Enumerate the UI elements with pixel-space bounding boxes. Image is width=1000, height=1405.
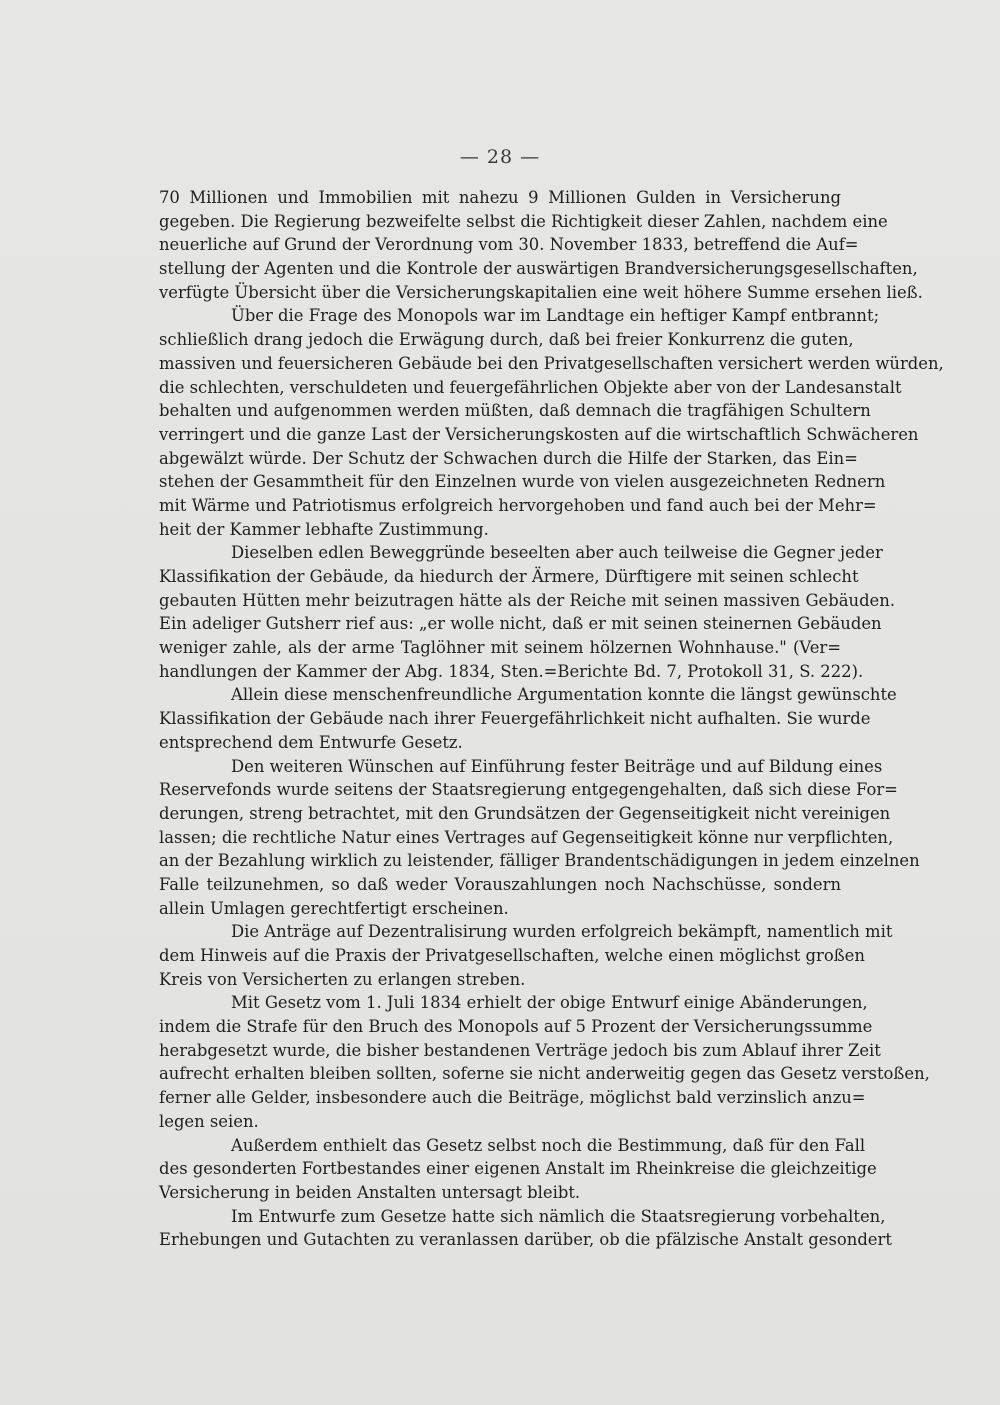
text-line: Klassifikation der Gebäude, da hiedurch der Ärmere, Dürftigere mit seinen schlecht (159, 567, 859, 586)
text-line: stehen der Gesammtheit für den Einzelnen wurde von vielen ausgezeichneten Rednern (159, 472, 886, 492)
text-line: Dieselben edlen Beweggründe beseelten aber auch teilweise die Gegner jeder (231, 543, 883, 563)
text-line: Im Entwurfe zum Gesetze hatte sich nämlich die Staatsregierung vorbehalten, (231, 1206, 886, 1226)
text-line: massiven und feuersicheren Gebäude bei den Privatgesellschaften versichert werden würden, (159, 353, 944, 373)
text-line: lassen; die rechtliche Natur eines Vertrages auf Gegenseitigkeit könne nur verpflichten, (159, 827, 894, 847)
text-line: Klassifikation der Gebäude nach ihrer Feuergefährlichkeit nicht aufhalten. Sie wurde (159, 709, 871, 729)
text-line: heit der Kammer lebhafte Zustimmung. (159, 519, 489, 539)
text-line: an der Bezahlung wirklich zu leistender, fälliger Brandentschädigungen in jedem einzelnen (159, 851, 920, 871)
text-line: derungen, streng betrachtet, mit den Grundsätzen der Gegenseitigkeit nicht vereinigen (159, 803, 891, 823)
body-text (159, 186, 944, 1252)
text-line: abgewälzt würde. Der Schutz der Schwachen durch die Hilfe der Starken, das Ein= (159, 448, 858, 468)
text-line: herabgesetzt wurde, die bisher bestandenen Verträge jedoch bis zum Ablauf ihrer Zeit (159, 1040, 881, 1060)
page-number: — 28 — (459, 146, 541, 168)
text-line: dem Hinweis auf die Praxis der Privatgesellschaften, welche einen möglichst großen (159, 946, 865, 965)
text-line: ferner alle Gelder, insbesondere auch die Beiträge, möglichst bald verzinslich anzu= (159, 1088, 866, 1108)
text-line: schließlich drang jedoch die Erwägung durch, daß bei freier Konkurrenz die guten, (159, 330, 854, 350)
text-line: Kreis von Versicherten zu erlangen streben. (159, 969, 526, 989)
text-line: 70 Millionen und Immobilien mit nahezu 9 Millionen Gulden in Versicherung (159, 188, 841, 207)
text-line: neuerliche auf Grund der Verordnung vom 30. November 1833, betreffend die Auf= (159, 235, 859, 255)
text-line: verfügte Übersicht über die Versicherungskapitalien eine weit höhere Summe ersehen ließ. (159, 282, 923, 302)
text-line: die schlechten, verschuldeten und feuergefährlichen Objekte aber von der Landesanstalt (159, 377, 902, 397)
text-line: Den weiteren Wünschen auf Einführung fester Beiträge und auf Bildung eines (231, 756, 883, 776)
text-line: Falle teilzunehmen, so daß weder Vorauszahlungen noch Nachschüsse, sondern (159, 874, 841, 894)
text-line: des gesonderten Fortbestandes einer eigenen Anstalt im Rheinkreise die gleichzeitige (159, 1159, 877, 1179)
text-line: Reservefonds wurde seitens der Staatsregierung entgegengehalten, daß sich diese For= (159, 780, 898, 800)
text-line: Außerdem enthielt das Gesetz selbst noch die Bestimmung, daß für den Fall (231, 1135, 866, 1155)
text-line: entsprechend dem Entwurfe Gesetz. (159, 732, 463, 752)
text-line: Die Anträge auf Dezentralisirung wurden erfolgreich bekämpft, namentlich mit (231, 922, 893, 942)
text-line: verringert und die ganze Last der Versicherungskosten auf die wirtschaftlich Schwächeren (159, 424, 919, 444)
text-line: mit Wärme und Patriotismus erfolgreich hervorgehoben und fand auch bei der Mehr= (159, 495, 877, 515)
text-line: Über die Frage des Monopols war im Landtage ein heftiger Kampf entbrannt; (231, 306, 880, 326)
text-line: Versicherung in beiden Anstalten untersagt bleibt. (159, 1182, 581, 1202)
text-line: stellung der Agenten und die Kontrole der auswärtigen Brandversicherungsgesellschaften, (159, 259, 918, 279)
text-line: handlungen der Kammer der Abg. 1834, Sten.=Berichte Bd. 7, Protokoll 31, S. 222). (159, 661, 864, 681)
text-line: weniger zahle, als der arme Taglöhner mit seinem hölzernen Wohnhause." (Ver= (159, 638, 841, 658)
text-line: indem die Strafe für den Bruch des Monopols auf 5 Prozent der Versicherungssumme (159, 1017, 873, 1037)
text-line: gegeben. Die Regierung bezweifelte selbst die Richtigkeit dieser Zahlen, nachdem eine (159, 211, 888, 231)
text-line: Erhebungen und Gutachten zu veranlassen darüber, ob die pfälzische Anstalt gesondert (159, 1230, 892, 1250)
text-line: aufrecht erhalten bleiben sollten, soferne sie nicht anderweitig gegen das Gesetz verstoßen, (159, 1064, 930, 1084)
text-line: legen seien. (159, 1111, 259, 1131)
text-line: gebauten Hütten mehr beizutragen hätte als der Reiche mit seinen massiven Gebäuden. (159, 590, 896, 610)
text-line: Allein diese menschenfreundliche Argumentation konnte die längst gewünschte (231, 685, 897, 705)
text-line: allein Umlagen gerechtfertigt erscheinen. (159, 898, 509, 918)
text-line: Mit Gesetz vom 1. Juli 1834 erhielt der obige Entwurf einige Abänderungen, (231, 993, 868, 1013)
text-line: Ein adeliger Gutsherr rief aus: „er wolle nicht, daß er mit seinen steinernen Gebäuden (159, 614, 882, 634)
text-line: behalten und aufgenommen werden müßten, daß demnach die tragfähigen Schultern (159, 401, 871, 421)
